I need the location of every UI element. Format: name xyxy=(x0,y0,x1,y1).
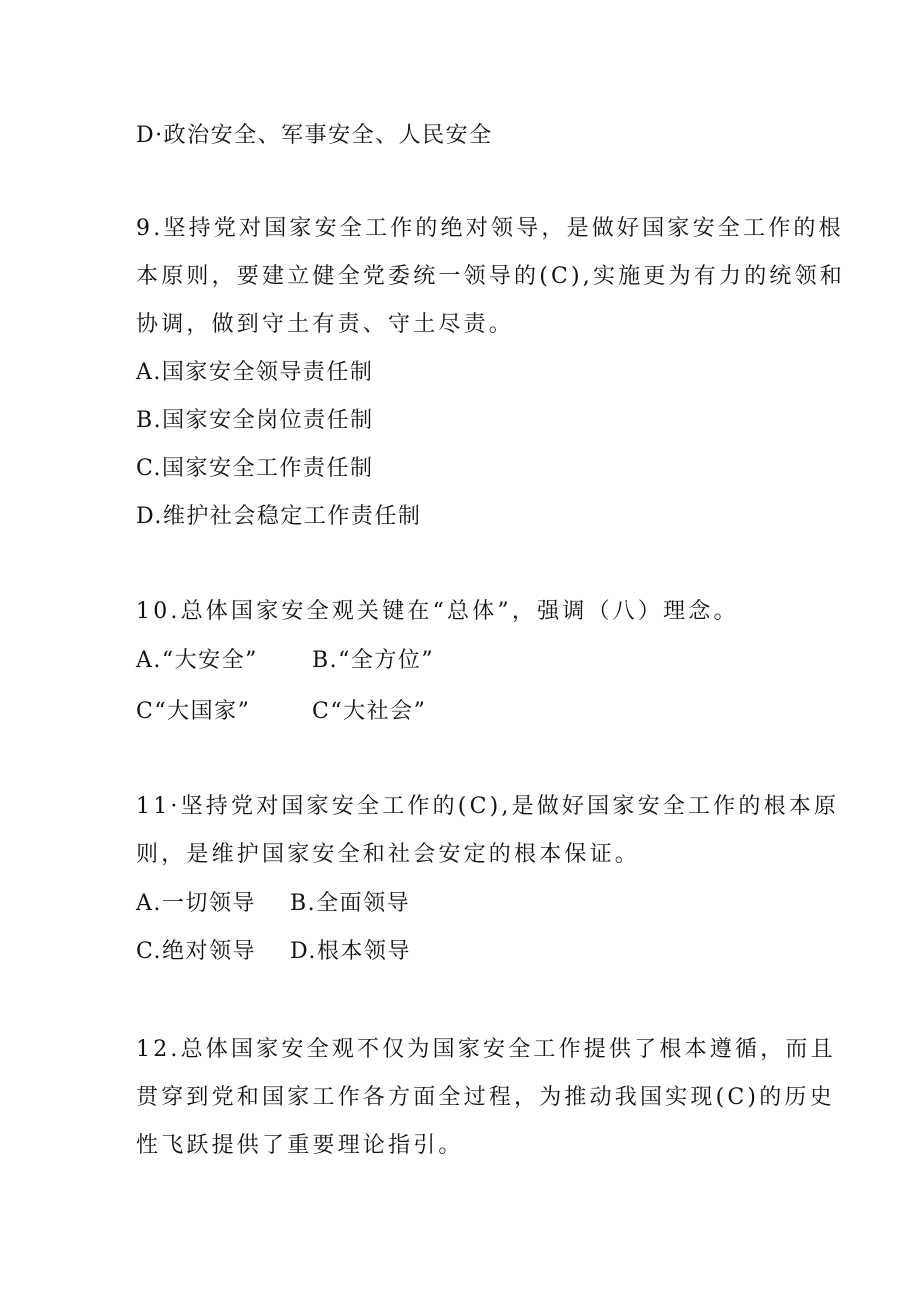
q9-stem-line-1: 9.坚持党对国家安全工作的绝对领导，是做好国家安全工作的根 xyxy=(136,216,844,241)
q9-stem-line-2: 本原则，要建立健全党委统一领导的(C),实施更为有力的统领和 xyxy=(136,264,845,289)
q9-option-a: A.国家安全领导责任制 xyxy=(136,360,374,385)
q12-stem-line-1: 12.总体国家安全观不仅为国家安全工作提供了根本遵循，而且 xyxy=(136,1037,836,1062)
q10-option-row-1 xyxy=(136,646,434,676)
q10-option-a: A.“大安全” xyxy=(136,648,258,673)
q11-option-d: D.根本领导 xyxy=(290,939,411,964)
q11-option-b: B.全面领导 xyxy=(290,891,411,916)
q9-option-b: B.国家安全岗位责任制 xyxy=(136,408,374,433)
q9-option-d: D.维护社会稳定工作责任制 xyxy=(136,504,422,529)
q11-option-row-1 xyxy=(136,889,410,919)
q11-option-c: C.绝对领导 xyxy=(136,939,257,964)
prev-question-option-d: D·政治安全、军事安全、人民安全 xyxy=(136,123,493,148)
q12-stem-line-2: 贯穿到党和国家工作各方面全过程，为推动我国实现(C)的历史 xyxy=(136,1085,835,1110)
q10-option-d: C“大社会” xyxy=(312,699,427,724)
q11-option-row-2 xyxy=(136,937,411,967)
q9-stem-line-3: 协调，做到守土有责、守土尽责。 xyxy=(136,312,515,337)
q12-stem-line-3: 性飞跃提供了重要理论指引。 xyxy=(136,1133,464,1158)
q11-option-a: A.一切领导 xyxy=(136,891,256,916)
q10-stem: 10.总体国家安全观关键在“总体”，强调（八）理念。 xyxy=(136,599,739,624)
q10-option-row-2 xyxy=(136,697,426,727)
q10-option-b: B.“全方位” xyxy=(312,648,435,673)
q9-option-c: C.国家安全工作责任制 xyxy=(136,456,374,481)
q10-option-c: C“大国家” xyxy=(136,699,251,724)
q11-stem-line-1: 11·坚持党对国家安全工作的(C),是做好国家安全工作的根本原 xyxy=(136,794,840,819)
q11-stem-line-2: 则，是维护国家安全和社会安定的根本保证。 xyxy=(136,842,641,867)
